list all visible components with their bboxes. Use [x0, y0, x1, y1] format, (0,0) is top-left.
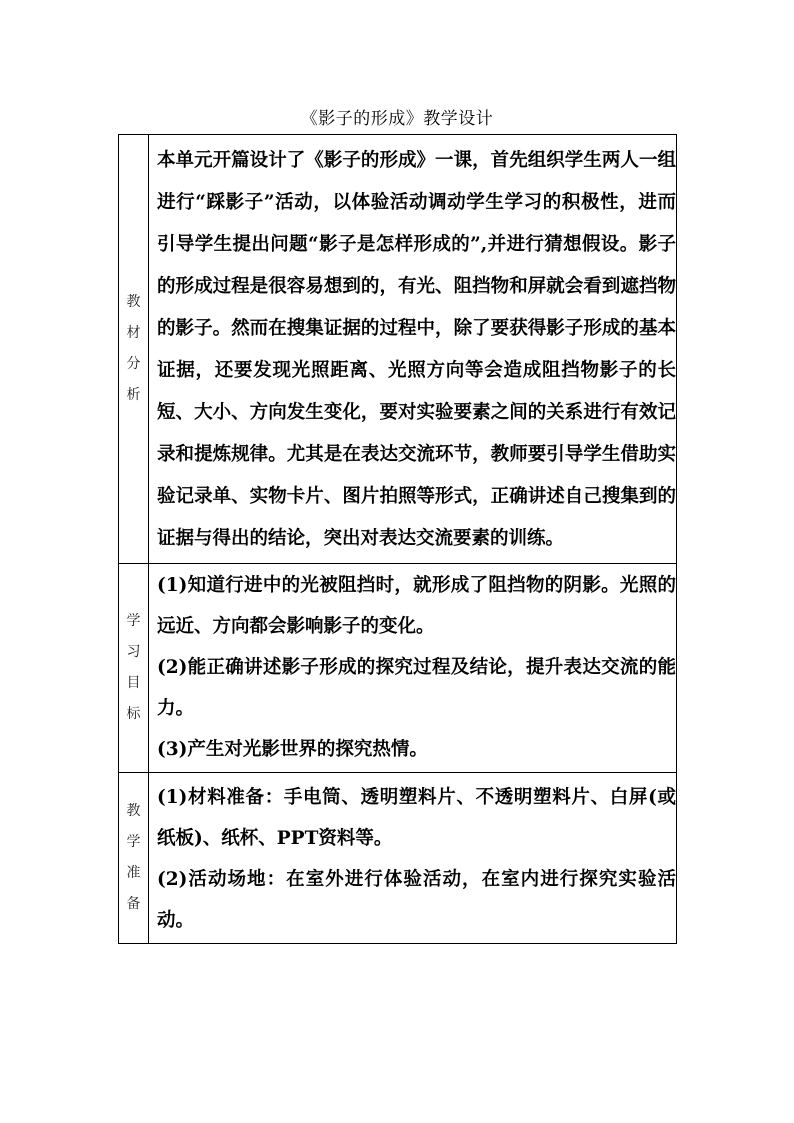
goal-item: (1)知道行进中的光被阻挡时，就形成了阻挡物的阴影。光照的远近、方向都会影响影子的变化。	[157, 575, 676, 637]
preparation-item: (1)材料准备：手电筒、透明塑料片、不透明塑料片、白屏(或纸板)、纸杯、PPT资料等。	[157, 787, 676, 849]
row-label-learning-goals	[119, 564, 149, 773]
analysis-paragraph: 本单元开篇设计了《影子的形成》一课，首先组织学生两人一组进行“踩影子”活动，以体验活动调动学生学习的积极性，进而引导学生提出问题“影子是怎样形成的”,并进行猜想假设。影子的形成过程是很容易想到的，有光、阻挡物和屏就会看到遮挡物的影子。然而在搜集证据的过程中，除了要获得影子形成的基本证据，还要发现光照距离、光照方向等会造成阻挡物影子的长短、大小、方向发生变化，要对实验要素之间的关系进行有效记录和提炼规律。尤其是在表达交流环节，教师要引导学生借助实验记录单、实物卡片、图片拍照等形式，正确讲述自己搜集到的证据与得出的结论，突出对表达交流要素的训练。	[157, 150, 676, 549]
label-char: 准	[126, 865, 141, 881]
goal-item: (3)产生对光影世界的探究热情。	[157, 739, 428, 760]
label-char: 习	[126, 644, 141, 660]
label-char: 析	[126, 387, 141, 403]
label-char: 备	[126, 896, 141, 912]
table-row-teaching-preparation	[119, 773, 677, 944]
label-char: 学	[126, 834, 141, 850]
label-char: 分	[126, 356, 141, 372]
label-char: 目	[126, 675, 141, 691]
table-row-material-analysis	[119, 135, 677, 564]
document-title: 《影子的形成》教学设计	[300, 109, 494, 129]
row-content-learning-goals	[149, 564, 677, 773]
row-content-material-analysis	[149, 135, 677, 564]
row-content-teaching-preparation	[149, 773, 677, 944]
table-row-learning-goals	[119, 564, 677, 773]
label-char: 教	[126, 803, 141, 819]
label-char: 教	[126, 294, 141, 310]
label-char: 标	[126, 706, 141, 722]
row-label-material-analysis	[119, 135, 149, 564]
label-char: 材	[126, 325, 141, 341]
lesson-plan-table	[118, 134, 677, 944]
row-label-teaching-preparation	[119, 773, 149, 944]
label-char: 学	[126, 613, 141, 629]
preparation-item: (2)活动场地：在室外进行体验活动，在室内进行探究实验活动。	[157, 869, 676, 931]
goal-item: (2)能正确讲述影子形成的探究过程及结论，提升表达交流的能力。	[157, 657, 676, 719]
